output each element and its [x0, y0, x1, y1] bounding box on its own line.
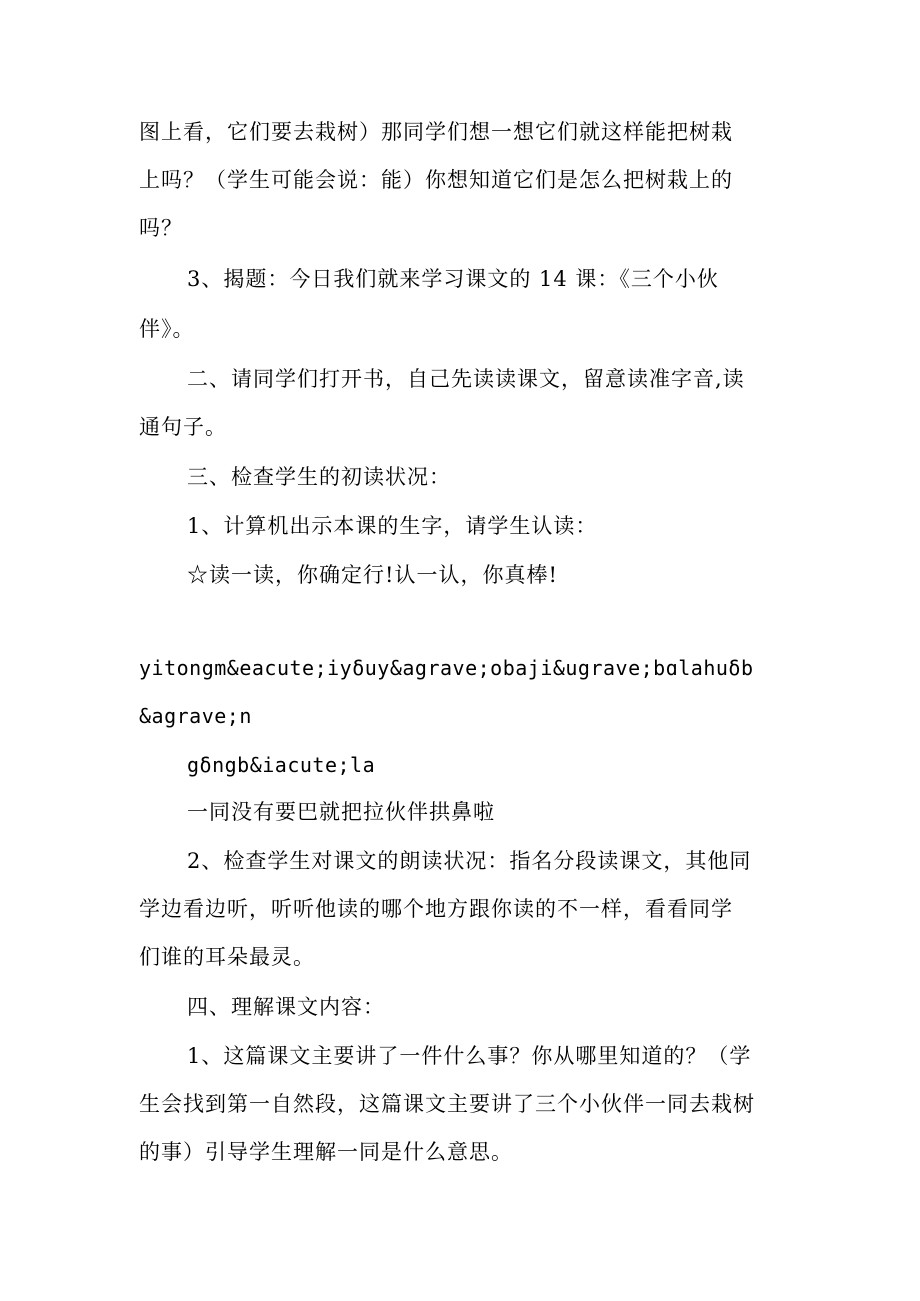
pinyin-line-3: gδngb&iacute;la: [187, 753, 376, 777]
pinyin-line-1: yitongm&eacute;iyδuy&agrave;obaji&ugrave;bɑlahuδb: [139, 656, 754, 680]
text-line-15: 2、检查学生对课文的朗读状况：指名分段读课文，其他同: [187, 849, 752, 873]
text-line-1: 图上看，它们要去栽树）那同学们想一想它们就这样能把树栽: [139, 120, 733, 144]
text-line-19: 1、这篇课文主要讲了一件什么事？你从哪里知道的？（学: [187, 1044, 752, 1068]
text-line-16: 学边看边听，听听他读的哪个地方跟你读的不一样，看看同学: [139, 897, 733, 921]
text-line-8: 三、检查学生的初读状况：: [187, 465, 451, 489]
text-line-21: 的事）引导学生理解一同是什么意思。: [139, 1140, 513, 1164]
text-line-2: 上吗？（学生可能会说：能）你想知道它们是怎么把树栽上的: [139, 168, 733, 192]
text-line-17: 们谁的耳朵最灵。: [139, 945, 315, 969]
text-line-7: 通句子。: [139, 415, 227, 439]
text-line-3: 吗？: [139, 216, 183, 240]
text-line-10: ☆读一读，你确定行!认一认，你真棒!: [187, 563, 558, 587]
text-line-9: 1、计算机出示本课的生字，请学生认读：: [187, 514, 598, 538]
text-line-4: 3、揭题：今日我们就来学习课文的 14 课：《三个小伙: [187, 267, 719, 291]
text-line-14: 一同没有要巴就把拉伙伴拱鼻啦: [187, 800, 495, 824]
text-line-20: 生会找到第一自然段，这篇课文主要讲了三个小伙伴一同去栽树: [139, 1092, 755, 1116]
text-line-18: 四、理解课文内容：: [187, 995, 385, 1019]
text-line-6: 二、请同学们打开书，自己先读读课文，留意读准字音,读: [187, 367, 745, 391]
pinyin-line-2: &agrave;n: [139, 704, 252, 728]
text-line-5: 伴》。: [139, 317, 195, 341]
